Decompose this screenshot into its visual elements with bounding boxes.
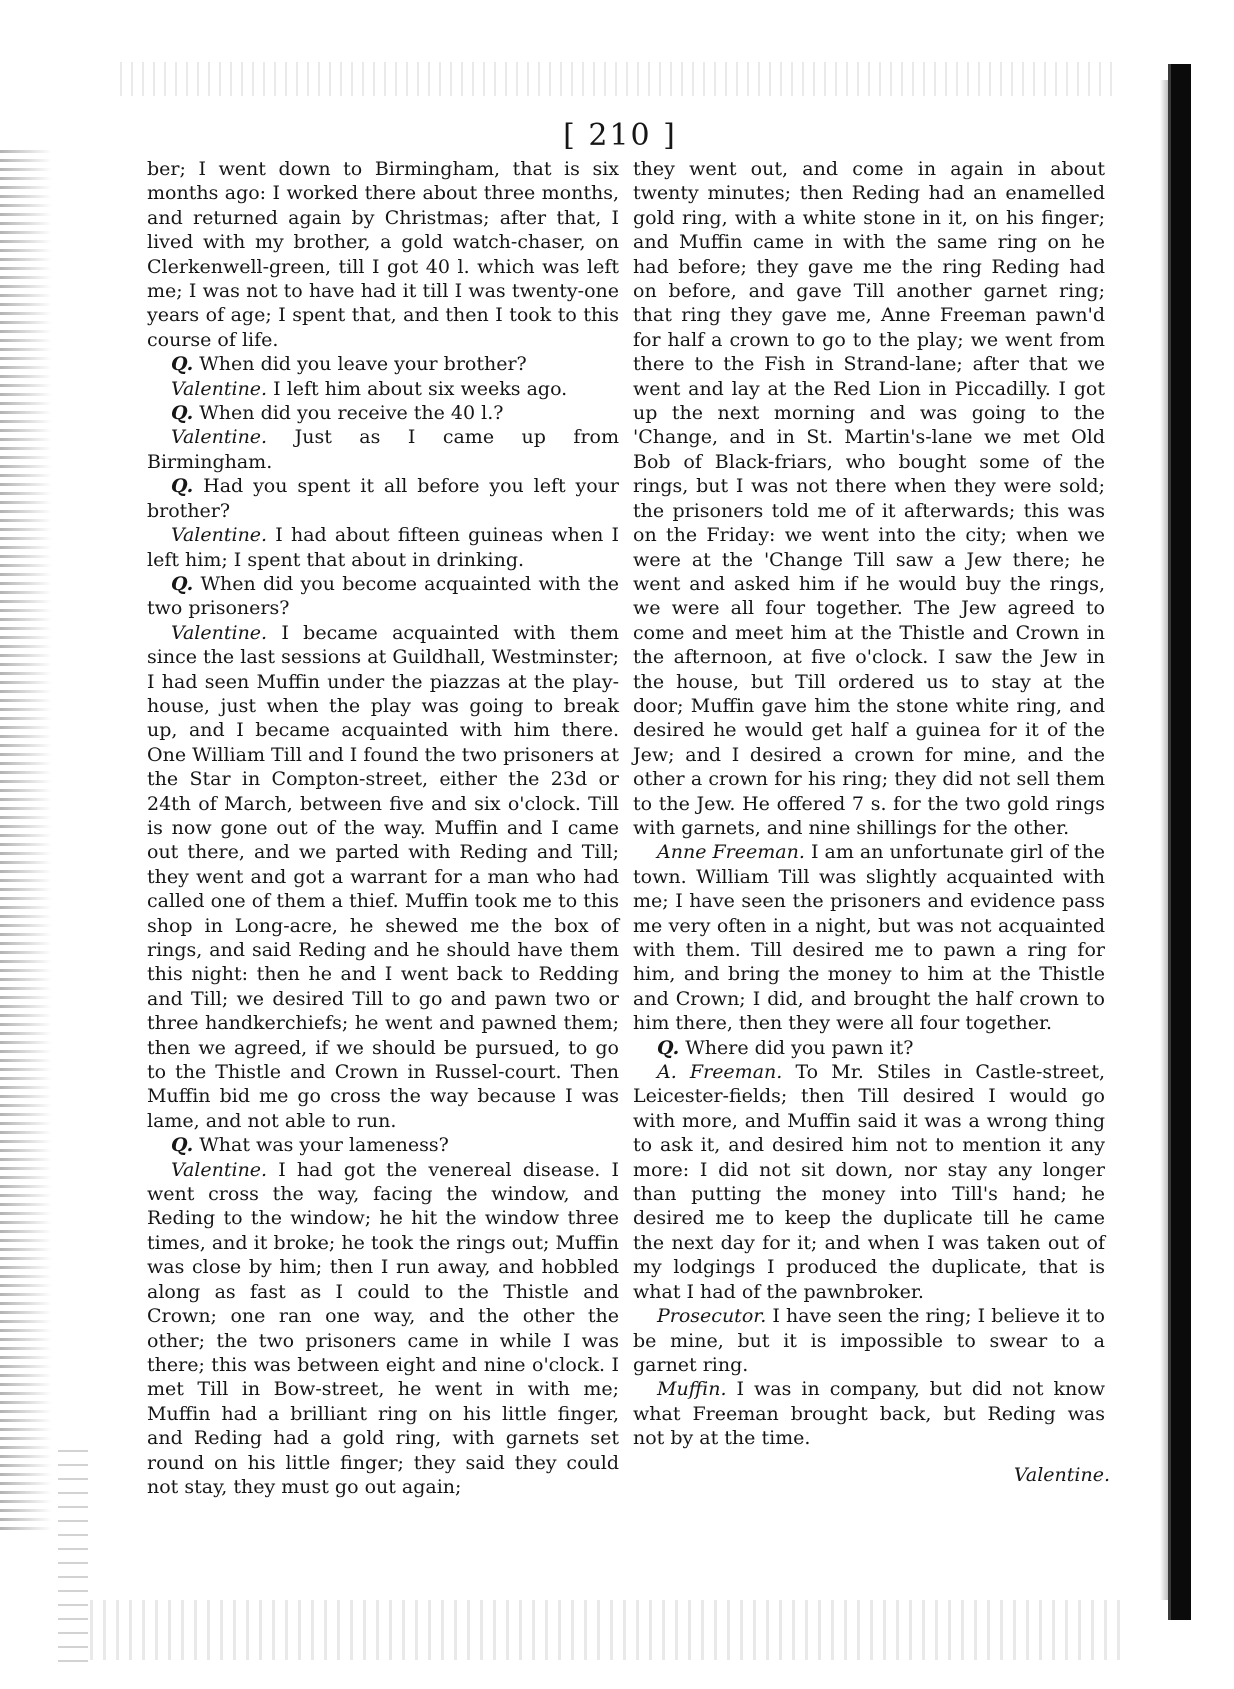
speaker-label: Prosecutor. <box>657 1305 767 1328</box>
bottom-scan-noise <box>90 1600 1130 1660</box>
answer <box>147 621 619 1134</box>
speaker-label: Valentine. <box>171 1158 268 1181</box>
speaker-label: Anne Freeman. <box>657 841 805 864</box>
page-edge-bar <box>1168 64 1191 1620</box>
answer <box>147 377 619 401</box>
paragraph <box>147 157 619 352</box>
question <box>147 572 619 621</box>
paragraph-text: they went out, and come in again in about twenty minutes; then Reding had an enamelled gold ring, with a white stone in it, on his finger; and Muffin came in with the same ring on he had before; they gave me the ring Reding had on before, and gave Till another garnet ring; that ring they gave me, Anne Freeman pawn'd for half a crown to go to the play; we went from there to the Fish in Strand-lane; after that we went and lay at the Red Lion in Piccadilly. I got up the next morning and was going to the 'Change, and in St. Martin's-lane we met Old Bob of Black-friars, who bought some of the rings, but I was not there when they were sold; the prisoners told me of it afterwards; this was on the Friday: we went into the city; when we were at the 'Change Till saw a Jew there; he went and asked him if he would buy the rings, we were all four together. The Jew agreed to come and meet him at the Thistle and Crown in the afternoon, at five o'clock. I saw the Jew in the house, but Till ordered us to stay at the door; Muffin gave him the stone white ring, and desired he would get half a guinea for it of the Jew; and I desired a crown for mine, and the other a crown for his ring; they did not sell them to the Jew. He offered 7 s. for the two gold rings with garnets, and nine shillings for the other. <box>633 158 1105 839</box>
answer-text: I am an unfortunate girl of the town. William Till was slightly acquainted with me; I have seen the prisoners and evidence pass me very often in a night, but was not acquainted with them. Till desired me to pawn a ring for him, and bring the money to him at the Thistle and Crown; I did, and brought the half crown to him there, then they were all four together. <box>633 841 1105 1035</box>
answer-text: I was in company, but did not know what Freeman brought back, but Reding was not by at the time. <box>633 1378 1105 1450</box>
speaker-label: Q. <box>171 1134 194 1157</box>
speaker-label: Q. <box>171 475 194 498</box>
top-scan-noise <box>120 62 1120 96</box>
speaker-label: Q. <box>171 402 194 425</box>
answer-text: Just as I came up from Birmingham. <box>147 426 619 473</box>
speaker-label: Q. <box>171 353 194 376</box>
answer-text: I had got the venereal disease. I went cross the way, facing the window, and Reding to the window; he hit the window three times, and it broke; he took the rings out; Muffin was close by him; then I run away, and hobbled along as fast as I could to the Thistle and Crown; one ran one way, and the other the other; the two prisoners came in while I was there; this was between eight and nine o'clock. I met Till in Bow-street, he went in with me; Muffin had a brilliant ring on his little finger, and Reding had a gold ring, with garnets set round on his little finger; they said they could not stay, they must go out again; <box>147 1158 619 1498</box>
question-text: When did you become acquainted with the two prisoners? <box>147 572 619 620</box>
question-text: Where did you pawn it? <box>685 1036 914 1059</box>
page-number: [ 210 ] <box>563 118 677 153</box>
question <box>147 1133 619 1157</box>
speaker-label: Valentine. <box>171 621 268 644</box>
answer <box>147 523 619 572</box>
answer <box>633 1377 1105 1450</box>
answer <box>633 1060 1105 1304</box>
speaker-label: A. Freeman. <box>657 1061 783 1084</box>
answer-text: I have seen the ring; I believe it to be mine, but it is impossible to swear to a garnet ring. <box>633 1305 1105 1376</box>
answer <box>633 840 1105 1035</box>
question <box>633 1036 1105 1060</box>
speaker-label: Q. <box>657 1036 680 1059</box>
answer-text: I had about fifteen guineas when I left him; I spent that about in drinking. <box>147 524 619 571</box>
left-column <box>147 157 619 1499</box>
speaker-label: Valentine. <box>171 377 268 400</box>
question-text: When did you leave your brother? <box>199 353 527 376</box>
question-text: When did you receive the 40 l.? <box>199 402 504 425</box>
question <box>147 474 619 523</box>
catchword: Valentine. <box>1013 1464 1110 1486</box>
left-binding-shadow <box>0 150 52 1530</box>
question-text: Had you spent it all before you left your brother? <box>147 475 619 522</box>
paragraph <box>633 157 1105 840</box>
speaker-label: Q. <box>171 572 194 595</box>
answer <box>147 425 619 474</box>
answer-text: I left him about six weeks ago. <box>273 377 568 400</box>
paragraph-text: ber; I went down to Birmingham, that is six months ago: I worked there about three months, and returned again by Christmas; after that, I lived with my brother, a gold watch-chaser, on Clerkenwell-green, till I got 40 l. which was left me; I was not to have had it till I was twenty-one years of age; I spent that, and then I took to this course of life. <box>147 158 619 351</box>
question <box>147 401 619 425</box>
question-text: What was your lameness? <box>199 1134 449 1157</box>
answer <box>633 1304 1105 1377</box>
answer <box>147 1158 619 1500</box>
speaker-label: Muffin. <box>657 1378 727 1401</box>
left-margin-noise <box>58 1450 88 1670</box>
right-column <box>633 157 1105 1451</box>
spine-shadow <box>1160 80 1168 1600</box>
question <box>147 352 619 376</box>
speaker-label: Valentine. <box>171 426 268 449</box>
speaker-label: Valentine. <box>171 524 268 547</box>
answer-text: I became acquainted with them since the last sessions at Guildhall, Westminster; I had seen Muffin under the piazzas at the play-house, just when the play was going to break up, and I became acquainted with him there. One William Till and I found the two prisoners at the Star in Compton-street, either the 23d or 24th of March, between five and six o'clock. Till is now gone out of the way. Muffin and I came out there, and we parted with Reding and Till; they went and got a warrant for a man who had called one of them a thief. Muffin took me to this shop in Long-acre, he shewed me the box of rings, and said Reding and he should have them this night: then he and I went back to Redding and Till; we desired Till to go and pawn two or three handkerchiefs; he went and pawned them; then we agreed, if we should be pursued, to go to the Thistle and Crown in Russel-court. Then Muffin bid me go cross the way because I was lame, and not able to run. <box>147 621 619 1132</box>
answer-text: To Mr. Stiles in Castle-street, Leicester-fields; then Till desired I would go with more, and Muffin said it was a wrong thing to ask it, and desired him not to mention it any more: I did not sit down, nor stay any longer than putting the money into Till's hand; he desired me to keep the duplicate till he came the next day for it; and when I was taken out of my lodgings I produced the duplicate, that is what I had of the pawnbroker. <box>633 1061 1105 1303</box>
